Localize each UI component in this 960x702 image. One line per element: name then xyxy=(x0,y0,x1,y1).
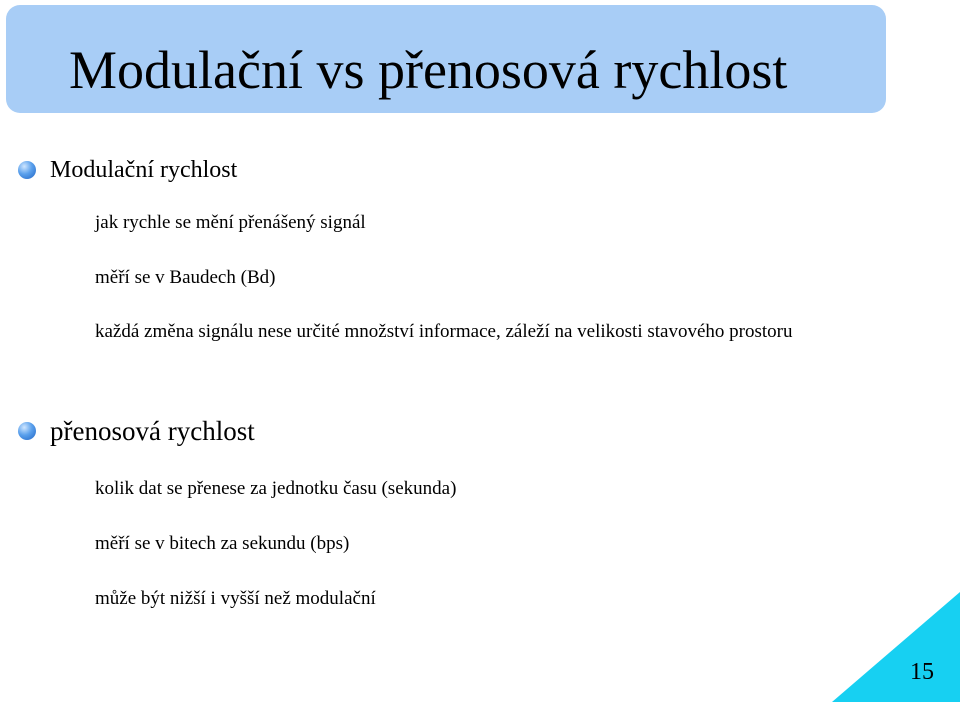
page-number: 15 xyxy=(910,659,934,685)
section-heading: Modulační rychlost xyxy=(50,157,238,183)
sub-bullet-text: může být nižší i vyšší než modulační xyxy=(95,588,376,609)
sub-bullet-text: jak rychle se mění přenášený signál xyxy=(95,212,366,233)
slide-title: Modulační vs přenosová rychlost xyxy=(69,40,788,100)
sub-bullet-text: kolik dat se přenese za jednotku času (sekunda) xyxy=(95,478,457,499)
page-corner-triangle xyxy=(832,592,960,702)
bullet-icon xyxy=(18,161,36,179)
section-heading-row xyxy=(18,156,237,184)
sub-bullet-text: každá změna signálu nese určité množství informace, záleží na velikosti stavového prostoru xyxy=(95,321,793,342)
sub-bullet-text: měří se v bitech za sekundu (bps) xyxy=(95,533,350,554)
sub-bullet-text: měří se v Baudech (Bd) xyxy=(95,267,276,288)
section-heading-row xyxy=(18,416,255,446)
bullet-icon xyxy=(18,422,36,440)
section-heading: přenosová rychlost xyxy=(50,416,255,446)
